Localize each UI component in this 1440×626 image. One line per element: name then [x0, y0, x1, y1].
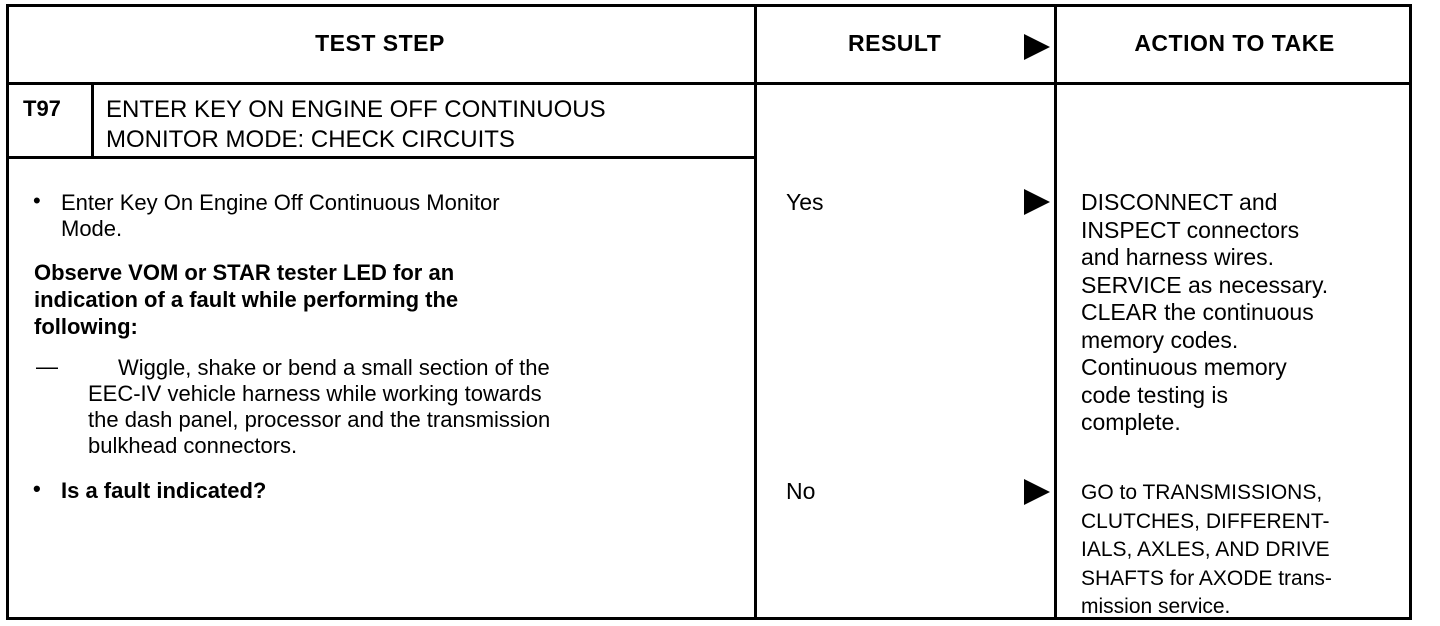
action-line: CLUTCHES, DIFFERENT- [1081, 509, 1330, 533]
action-line: memory codes. [1081, 326, 1239, 353]
action-line: and harness wires. [1081, 244, 1275, 270]
instruction-enter-mode [61, 190, 500, 242]
result-yes-arrow-icon [1024, 189, 1050, 215]
action-line: complete. [1081, 409, 1181, 435]
action-line: Continuous memory [1081, 354, 1287, 380]
step-title-line: ENTER KEY ON ENGINE OFF CONTINUOUS [106, 96, 606, 123]
action-line: SHAFTS for AXODE trans- [1081, 566, 1332, 590]
column-divider-action [1054, 4, 1057, 620]
header-action: ACTION TO TAKE [1134, 30, 1335, 56]
action-line: IALS, AXLES, AND DRIVE [1081, 538, 1330, 561]
action-line: CLEAR the continuous [1081, 299, 1314, 325]
action-line: mission service. [1081, 595, 1231, 618]
dash-icon: — [36, 354, 58, 379]
action-line: DISCONNECT and [1081, 189, 1278, 215]
step-title-divider [6, 156, 757, 159]
action-line: SERVICE as necessary. [1081, 271, 1329, 298]
instruction-line: Observe VOM or STAR tester LED for an [34, 260, 455, 285]
header-result: RESULT [848, 30, 942, 56]
header-arrow-icon [1024, 34, 1050, 60]
instruction-line: Mode. [61, 216, 123, 241]
instruction-line: Enter Key On Engine Off Continuous Monitor [61, 190, 500, 215]
bullet-icon: • [33, 476, 41, 501]
instruction-line: following: [34, 314, 138, 339]
bullet-icon: • [33, 188, 41, 213]
result-no-arrow-icon [1024, 479, 1050, 505]
instruction-line: the dash panel, processor and the transmission [88, 407, 551, 432]
instruction-line: EEC-IV vehicle harness while working towards [88, 381, 542, 406]
step-title-line: MONITOR MODE: CHECK CIRCUITS [106, 126, 515, 153]
action-line: INSPECT connectors [1081, 216, 1300, 243]
instruction-wiggle [88, 355, 550, 459]
result-yes: Yes [786, 189, 824, 215]
instruction-line: bulkhead connectors. [88, 433, 298, 458]
step-id-divider [91, 84, 94, 158]
result-no: No [786, 478, 816, 504]
step-title [106, 95, 606, 155]
column-divider-result [754, 4, 757, 620]
header-divider [6, 82, 1412, 85]
instruction-observe [34, 259, 458, 340]
question-fault-indicated: Is a fault indicated? [61, 478, 267, 503]
header-test-step: TEST STEP [315, 30, 445, 56]
action-yes [1081, 189, 1328, 437]
step-id: T97 [23, 96, 61, 121]
instruction-line: indication of a fault while performing the [34, 287, 459, 312]
instruction-line: Wiggle, shake or bend a small section of the [118, 355, 550, 380]
action-line: GO to TRANSMISSIONS, [1081, 481, 1323, 504]
action-no [1081, 479, 1332, 622]
action-line: code testing is [1081, 381, 1229, 408]
